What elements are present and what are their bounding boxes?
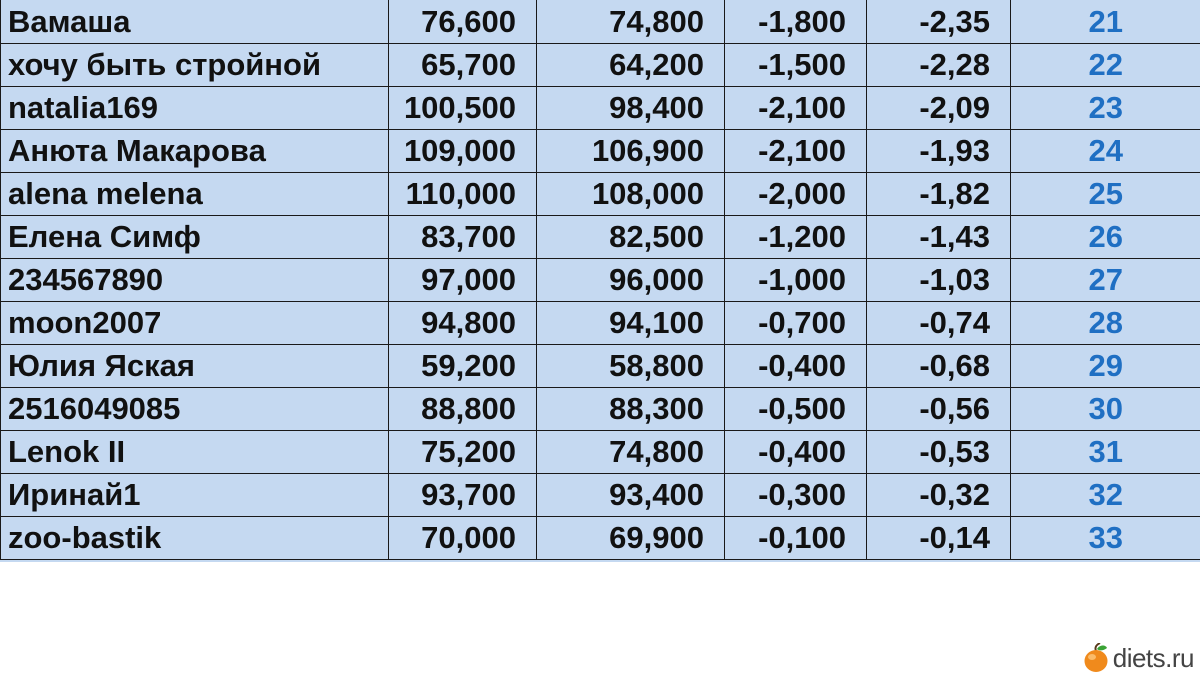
table-row [1, 345, 1200, 388]
percent-change-cell: -0,74 [867, 302, 1011, 345]
start-weight-cell: 93,700 [389, 474, 537, 517]
table-row [1, 87, 1200, 130]
rank-cell: 31 [1011, 431, 1200, 474]
start-weight-cell: 109,000 [389, 130, 537, 173]
weight-change-cell: -2,000 [725, 173, 867, 216]
apple-icon [1083, 643, 1109, 673]
weight-change-cell: -0,100 [725, 517, 867, 560]
rank-cell: 32 [1011, 474, 1200, 517]
participant-name-cell: Елена Симф [1, 216, 389, 259]
weight-change-cell: -0,300 [725, 474, 867, 517]
weight-change-cell: -2,100 [725, 130, 867, 173]
current-weight-cell: 82,500 [537, 216, 725, 259]
start-weight-cell: 65,700 [389, 44, 537, 87]
percent-change-cell: -2,09 [867, 87, 1011, 130]
percent-change-cell: -2,28 [867, 44, 1011, 87]
current-weight-cell: 58,800 [537, 345, 725, 388]
rank-cell: 21 [1011, 0, 1200, 44]
participant-name-cell: Вамаша [1, 0, 389, 44]
weight-change-cell: -2,100 [725, 87, 867, 130]
table-row [1, 259, 1200, 302]
rank-cell: 22 [1011, 44, 1200, 87]
table-row [1, 216, 1200, 259]
participant-name-cell: 2516049085 [1, 388, 389, 431]
participant-name-cell: Юлия Яская [1, 345, 389, 388]
rank-cell: 26 [1011, 216, 1200, 259]
table-row [1, 130, 1200, 173]
weight-change-cell: -0,700 [725, 302, 867, 345]
start-weight-cell: 88,800 [389, 388, 537, 431]
rank-cell: 27 [1011, 259, 1200, 302]
percent-change-cell: -0,32 [867, 474, 1011, 517]
percent-change-cell: -1,43 [867, 216, 1011, 259]
weight-change-cell: -1,200 [725, 216, 867, 259]
participant-name-cell: 234567890 [1, 259, 389, 302]
rank-cell: 30 [1011, 388, 1200, 431]
weight-change-cell: -0,400 [725, 431, 867, 474]
current-weight-cell: 74,800 [537, 431, 725, 474]
rank-cell: 29 [1011, 345, 1200, 388]
percent-change-cell: -0,68 [867, 345, 1011, 388]
weight-change-cell: -1,000 [725, 259, 867, 302]
participant-name-cell: Анюта Макарова [1, 130, 389, 173]
participant-name-cell: zoo-bastik [1, 517, 389, 560]
percent-change-cell: -1,82 [867, 173, 1011, 216]
current-weight-cell: 108,000 [537, 173, 725, 216]
table-row [1, 474, 1200, 517]
current-weight-cell: 98,400 [537, 87, 725, 130]
start-weight-cell: 94,800 [389, 302, 537, 345]
percent-change-cell: -1,93 [867, 130, 1011, 173]
percent-change-cell: -2,35 [867, 0, 1011, 44]
participant-name-cell: Lenok II [1, 431, 389, 474]
rank-cell: 23 [1011, 87, 1200, 130]
start-weight-cell: 97,000 [389, 259, 537, 302]
rank-cell: 33 [1011, 517, 1200, 560]
table-row [1, 0, 1200, 44]
rank-cell: 24 [1011, 130, 1200, 173]
rank-cell: 25 [1011, 173, 1200, 216]
participant-name-cell: moon2007 [1, 302, 389, 345]
start-weight-cell: 70,000 [389, 517, 537, 560]
current-weight-cell: 64,200 [537, 44, 725, 87]
percent-change-cell: -1,03 [867, 259, 1011, 302]
table-row [1, 431, 1200, 474]
table-row [1, 44, 1200, 87]
current-weight-cell: 93,400 [537, 474, 725, 517]
weight-change-cell: -1,800 [725, 0, 867, 44]
rank-cell: 28 [1011, 302, 1200, 345]
participant-name-cell: Иринай1 [1, 474, 389, 517]
table-row [1, 388, 1200, 431]
weight-change-cell: -0,500 [725, 388, 867, 431]
percent-change-cell: -0,14 [867, 517, 1011, 560]
participant-name-cell: natalia169 [1, 87, 389, 130]
start-weight-cell: 110,000 [389, 173, 537, 216]
current-weight-cell: 69,900 [537, 517, 725, 560]
percent-change-cell: -0,56 [867, 388, 1011, 431]
current-weight-cell: 94,100 [537, 302, 725, 345]
weight-change-cell: -1,500 [725, 44, 867, 87]
table-row [1, 173, 1200, 216]
start-weight-cell: 100,500 [389, 87, 537, 130]
participant-name-cell: хочу быть стройной [1, 44, 389, 87]
current-weight-cell: 106,900 [537, 130, 725, 173]
weight-change-cell: -0,400 [725, 345, 867, 388]
start-weight-cell: 59,200 [389, 345, 537, 388]
current-weight-cell: 88,300 [537, 388, 725, 431]
current-weight-cell: 96,000 [537, 259, 725, 302]
table-row [1, 302, 1200, 345]
table-row [1, 517, 1200, 560]
start-weight-cell: 75,200 [389, 431, 537, 474]
start-weight-cell: 76,600 [389, 0, 537, 44]
watermark-text: diets.ru [1112, 642, 1194, 673]
site-watermark [1083, 641, 1194, 675]
start-weight-cell: 83,700 [389, 216, 537, 259]
participant-name-cell: alena melena [1, 173, 389, 216]
current-weight-cell: 74,800 [537, 0, 725, 44]
percent-change-cell: -0,53 [867, 431, 1011, 474]
